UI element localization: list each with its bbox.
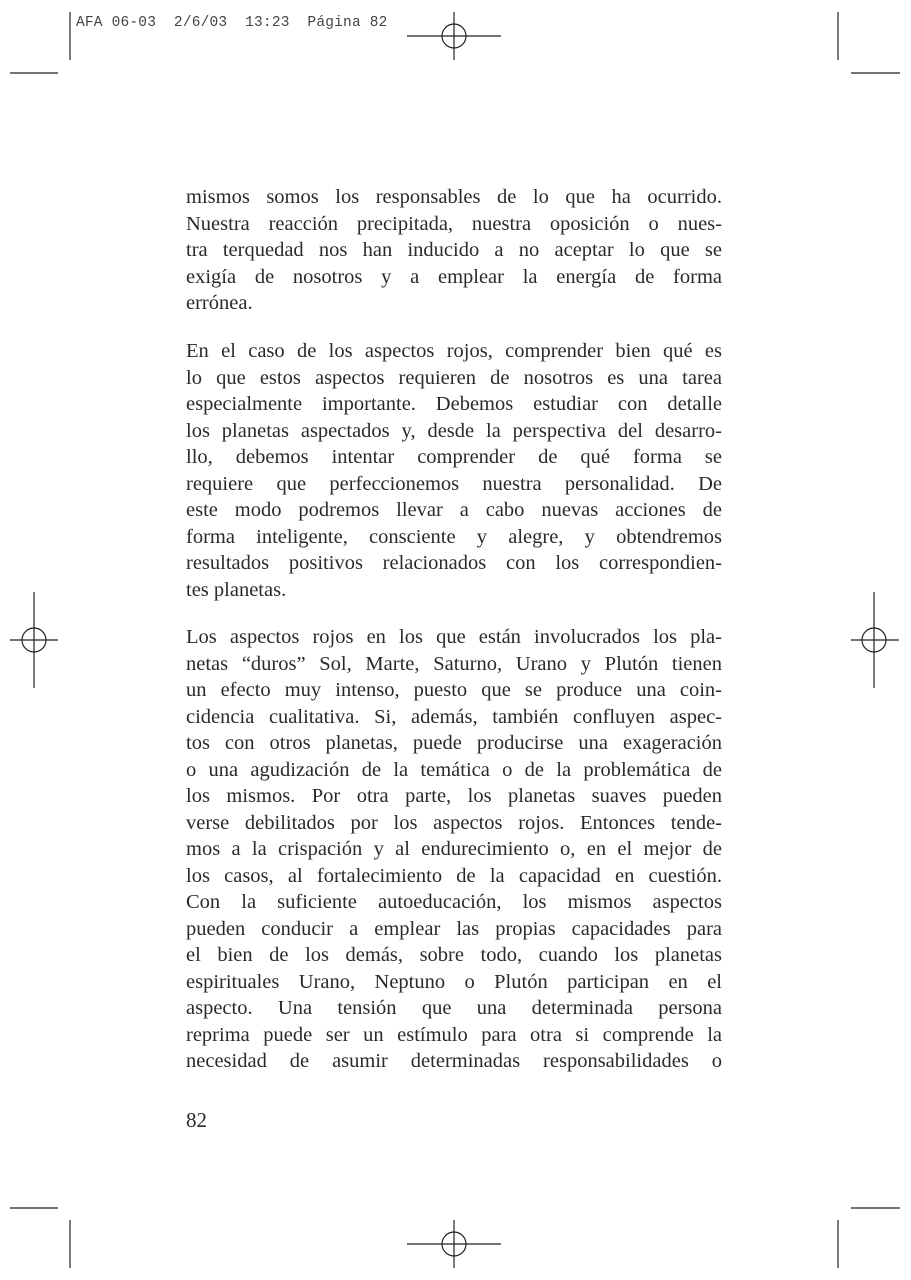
text-line: el bien de los demás, sobre todo, cuando los planetas <box>186 944 722 966</box>
paragraph-1 <box>186 184 722 317</box>
text-line: mismos somos los responsables de lo que ha ocurrido. <box>186 186 722 208</box>
registration-mark-right <box>851 592 899 688</box>
text-line: Los aspectos rojos en los que están involucrados los pla- <box>186 626 722 648</box>
text-line: exigía de nosotros y a emplear la energía de forma <box>186 265 722 288</box>
text-line: forma inteligente, consciente y alegre, y obtendremos <box>186 525 722 548</box>
text-line: verse debilitados por los aspectos rojos. Entonces tende- <box>186 811 722 834</box>
text-line: los mismos. Por otra parte, los planetas suaves pueden <box>186 785 722 807</box>
paragraph-3 <box>186 624 722 1075</box>
text-line: aspecto. Una tensión que una determinada persona <box>186 997 722 1019</box>
text-line: lo que estos aspectos requieren de nosotros es una tarea <box>186 366 722 389</box>
text-line: mos a la crispación y al endurecimiento o, en el mejor de <box>186 838 722 860</box>
registration-mark-bottom <box>407 1220 501 1268</box>
text-line: tos con otros planetas, puede producirse una exageración <box>186 732 722 754</box>
text-line: los casos, al fortalecimiento de la capacidad en cuestión. <box>186 864 722 887</box>
text-line: errónea. <box>186 292 253 314</box>
text-line: especialmente importante. Debemos estudiar con detalle <box>186 393 722 415</box>
printer-slug: AFA 06-03 2/6/03 13:23 Página 82 <box>76 15 388 31</box>
text-line: netas “duros” Sol, Marte, Saturno, Urano y Plutón tienen <box>186 652 722 675</box>
text-line: requiere que perfeccionemos nuestra personalidad. De <box>186 472 722 495</box>
text-line: tra terquedad nos han inducido a no aceptar lo que se <box>186 239 722 261</box>
text-line: llo, debemos intentar comprender de qué forma se <box>186 446 722 468</box>
text-line: pueden conducir a emplear las propias capacidades para <box>186 917 722 940</box>
text-line: tes planetas. <box>186 578 287 601</box>
text-line: necesidad de asumir determinadas responsabilidades o <box>186 1050 722 1072</box>
page-number: 82 <box>186 1108 207 1132</box>
text-line: resultados positivos relacionados con los correspondien- <box>186 552 722 574</box>
text-line: En el caso de los aspectos rojos, comprender bien qué es <box>186 340 722 362</box>
text-line: los planetas aspectados y, desde la perspectiva del desarro- <box>186 419 722 442</box>
text-line: reprima puede ser un estímulo para otra si comprende la <box>186 1023 722 1046</box>
text-line: o una agudización de la temática o de la problemática de <box>186 758 722 781</box>
text-line: cidencia cualitativa. Si, además, también confluyen aspec- <box>186 705 722 728</box>
paragraph-2 <box>186 338 722 603</box>
registration-mark-left <box>10 592 58 688</box>
text-line: Con la suficiente autoeducación, los mismos aspectos <box>186 891 722 913</box>
text-line: Nuestra reacción precipitada, nuestra oposición o nues- <box>186 212 722 235</box>
registration-mark-top <box>407 12 501 60</box>
text-line: un efecto muy intenso, puesto que se produce una coin- <box>186 679 722 701</box>
text-line: espirituales Urano, Neptuno o Plutón participan en el <box>186 970 722 993</box>
text-line: este modo podremos llevar a cabo nuevas acciones de <box>186 499 722 521</box>
